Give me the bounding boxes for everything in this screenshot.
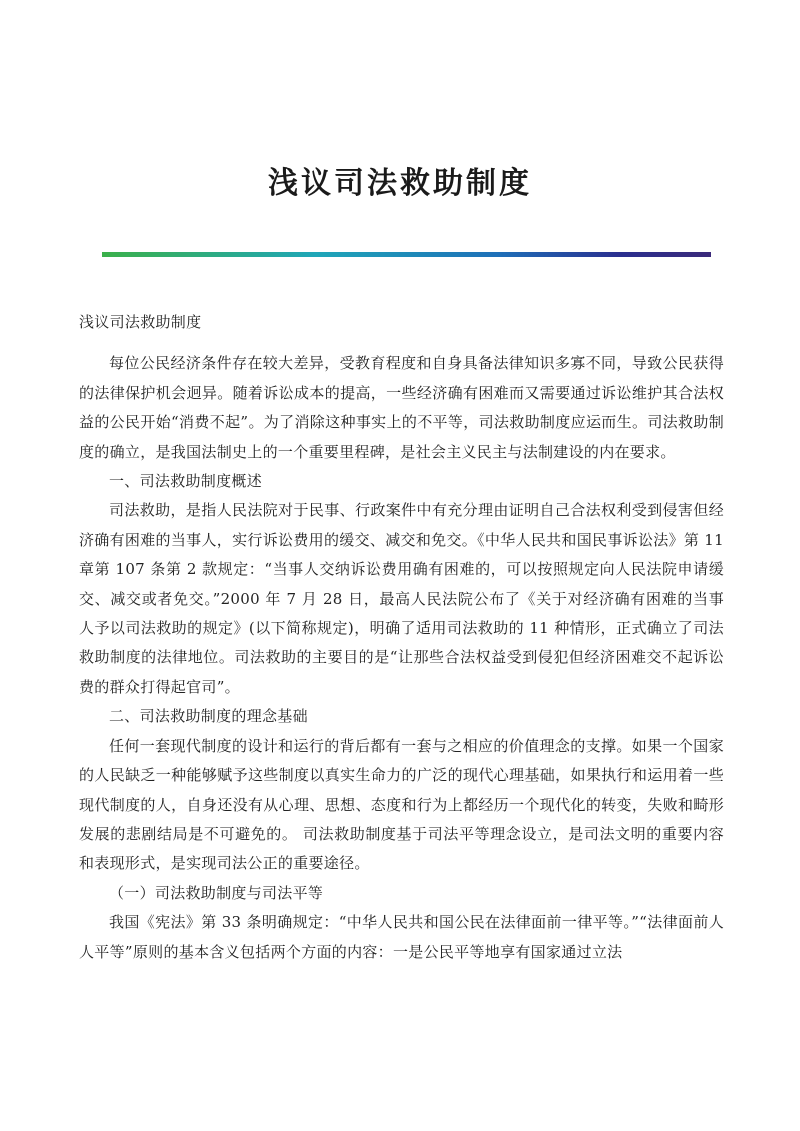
document-title: 浅议司法救助制度 (268, 166, 532, 201)
body-subtitle: 浅议司法救助制度 (79, 313, 202, 331)
title-divider (102, 252, 711, 257)
paragraph-philosophy: 任何一套现代制度的设计和运行的背后都有一套与之相应的价值理念的支撑。如果一个国家的人民缺乏一种能够赋予这些制度以真实生命力的广泛的现代心理基础，如果执行和运用着一些现代制度的人，自身还没有从心理、思想、态度和行为上都经历一个现代化的转变，失败和畸形发展的悲剧结局是不可避免的。 司法救助制度基于司法平等理念设立，是司法文明的重要内容和表现形式，是实现司法公正的重要途径。 (79, 736, 724, 873)
paragraph-intro: 每位公民经济条件存在较大差异，受教育程度和自身具备法律知识多寡不同，导致公民获得的法律保护机会迥异。随着诉讼成本的提高，一些经济确有困难而又需要通过诉讼维护其合法权益的公民开始“消费不起”。为了消除这种事实上的不平等，司法救助制度应运而生。司法救助制度的确立，是我国法制史上的一个重要里程碑，是社会主义民主与法制建设的内在要求。 (79, 354, 724, 461)
paragraph-equality: 我国《宪法》第 33 条明确规定：“中华人民共和国公民在法律面前一律平等。”“法律面前人人平等”原则的基本含义包括两个方面的内容：一是公民平等地享有国家通过立法 (79, 913, 724, 961)
section-heading-2: 二、司法救助制度的理念基础 (109, 707, 308, 726)
subsection-heading-1: （一）司法救助制度与司法平等 (109, 883, 324, 902)
section-heading-1: 一、司法救助制度概述 (109, 472, 263, 491)
paragraph-overview: 司法救助，是指人民法院对于民事、行政案件中有充分理由证明自己合法权利受到侵害但经济确有困难的当事人，实行诉讼费用的缓交、减交和免交。《中华人民共和国民事诉讼法》第 11 章第 107 条第 2 款规定：“当事人交纳诉讼费用确有困难的，可以按照规定向人民法院申请缓交、减交或者免交。”2000 年 7 月 28 日，最高人民法院公布了《关于对经济确有困难的当事人予以司法救助的规定》(以下简称规定)，明确了适用司法救助的 11 种情形，正式确立了司法救助制度的法律地位。司法救助的主要目的是“让那些合法权益受到侵犯但经济困难交不起诉讼费的群众打得起官司”。 (79, 501, 724, 696)
document-body (79, 308, 724, 967)
